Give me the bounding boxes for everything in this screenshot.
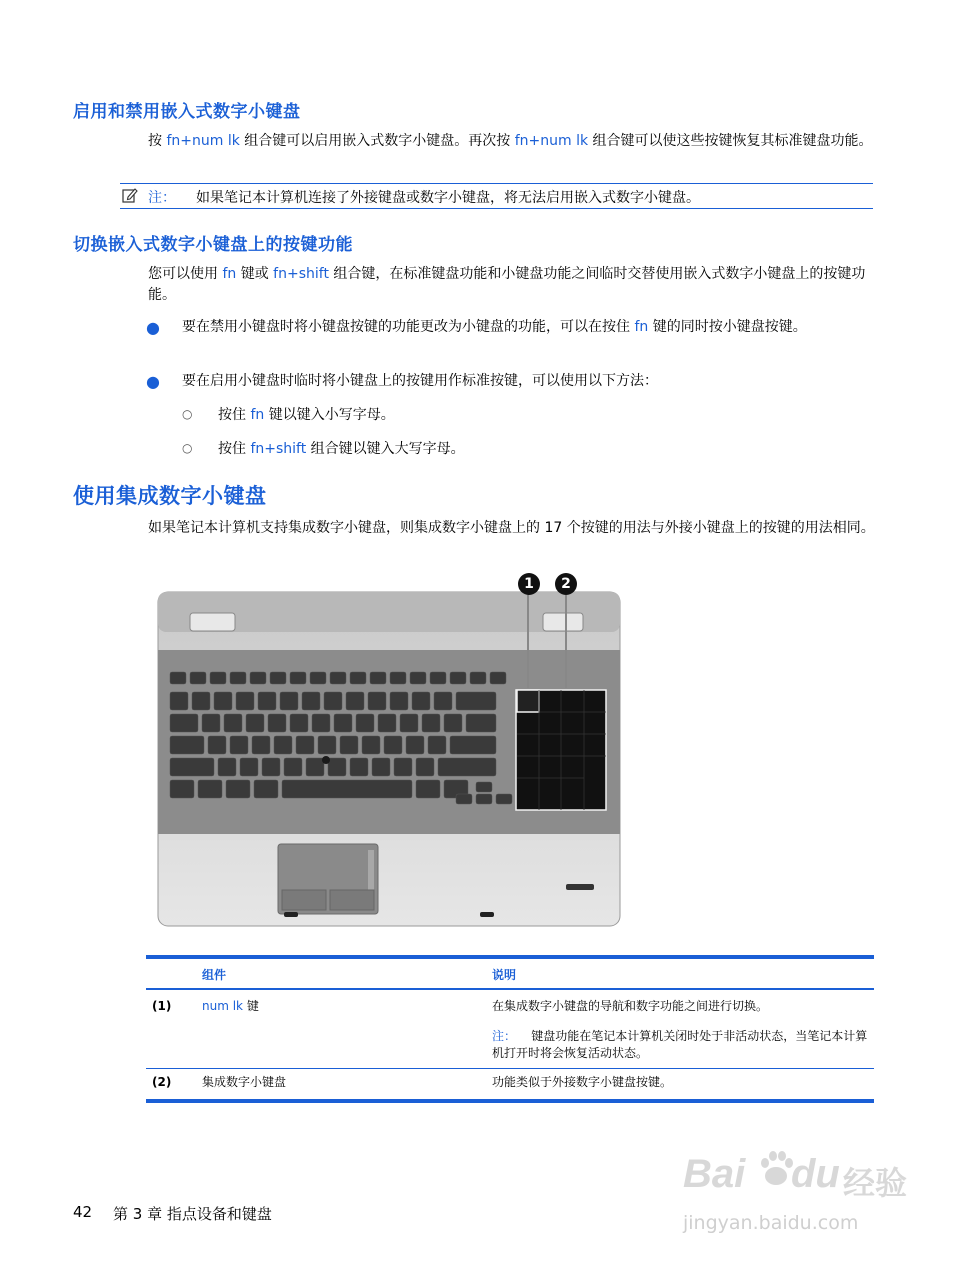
text: 键或 — [236, 266, 274, 282]
key-name: fn+shift — [273, 266, 329, 282]
text: 您可以使用 — [148, 266, 223, 282]
table-row-2-description: 功能类似于外接数字小键盘按键。 — [492, 1075, 673, 1089]
callout-2: 2 — [555, 573, 577, 595]
watermark-jingyan: 经验 — [843, 1164, 908, 1202]
table-row-1-number: (1) — [152, 999, 172, 1013]
section-heading-integrated-keypad: 使用集成数字小键盘 — [73, 484, 267, 508]
section2-paragraph — [148, 264, 876, 306]
section3-paragraph: 如果笔记本计算机支持集成数字小键盘，则集成数字小键盘上的 17 个按键的用法与外接小键盘上的按键的用法相同。 — [148, 520, 875, 536]
paw-icon — [759, 1148, 793, 1188]
note-label: 注： — [492, 1029, 517, 1043]
sub-bullet-item — [218, 438, 465, 458]
text: 按住 — [218, 407, 251, 423]
table-header-rule — [146, 988, 874, 990]
text: 键以键入小写字母。 — [264, 407, 395, 423]
chapter-title: 第 3 章 指点设备和键盘 — [113, 1205, 272, 1223]
note-pencil-icon — [122, 187, 138, 203]
table-header-description: 说明 — [492, 968, 517, 982]
text: 按 — [148, 133, 167, 149]
baidu-jingyan-watermark — [683, 1140, 923, 1250]
section-heading-toggle-keys: 切换嵌入式数字小键盘上的按键功能 — [73, 235, 353, 255]
table-row-divider — [146, 1068, 874, 1069]
text: 键 — [243, 999, 259, 1013]
text: 组合键以键入大写字母。 — [306, 441, 465, 457]
table-bottom-rule — [146, 1099, 874, 1103]
table-row-2-component: 集成数字小键盘 — [202, 1075, 287, 1089]
table-top-rule — [146, 955, 874, 959]
key-name: fn+num lk — [166, 133, 240, 149]
text: 组合键，在标准键盘功能和小键盘功能之间临时交替使用嵌入式数字小键盘上的按键功能。 — [148, 266, 866, 303]
note-text: 如果笔记本计算机连接了外接键盘或数字小键盘，将无法启用嵌入式数字小键盘。 — [196, 190, 700, 206]
page-number: 42 — [73, 1203, 93, 1221]
note-label: 注： — [148, 190, 176, 206]
key-name: fn — [634, 319, 649, 335]
section-heading-enable-keypad: 启用和禁用嵌入式数字小键盘 — [73, 102, 301, 122]
table-row-1-note — [492, 1028, 872, 1062]
note-box — [120, 183, 873, 209]
sub-bullet-circle: ○ — [182, 407, 193, 421]
key-name: fn+num lk — [514, 133, 589, 149]
laptop-keyboard-illustration — [150, 568, 625, 930]
table-header-component: 组件 — [202, 968, 227, 982]
bullet-item: 要在启用小键盘时临时将小键盘上的按键用作标准按键，可以使用以下方法： — [182, 373, 658, 389]
text: 组合键可以使这些按键恢复其标准键盘功能。 — [588, 133, 873, 149]
note-text: 键盘功能在笔记本计算机关闭时处于非活动状态，当笔记本计算机打开时将会恢复活动状态。 — [492, 1029, 868, 1060]
watermark-brand-2: du — [791, 1152, 840, 1196]
callout-1: 1 — [518, 573, 540, 595]
key-name: num lk — [202, 999, 243, 1013]
bullet-dot: ● — [146, 318, 160, 337]
bullet-item — [182, 317, 876, 338]
watermark-url: jingyan.baidu.com — [683, 1212, 859, 1234]
key-name: fn — [222, 266, 237, 282]
table-row-2-number: (2) — [152, 1075, 172, 1089]
table-row-1-description: 在集成数字小键盘的导航和数字功能之间进行切换。 — [492, 999, 769, 1013]
bullet-dot: ● — [146, 372, 160, 391]
text: 要在禁用小键盘时将小键盘按键的功能更改为小键盘的功能，可以在按住 — [182, 319, 635, 335]
text: 组合键可以启用嵌入式数字小键盘。再次按 — [239, 133, 515, 149]
sub-bullet-item — [218, 404, 395, 424]
text: 按住 — [218, 441, 251, 457]
section1-paragraph — [148, 131, 876, 152]
sub-bullet-circle: ○ — [182, 441, 193, 455]
watermark-brand: Bai — [683, 1152, 746, 1196]
text: 键的同时按小键盘按键。 — [648, 319, 807, 335]
key-name: fn — [250, 407, 265, 423]
key-name: fn+shift — [250, 441, 307, 457]
table-row-1-component — [202, 998, 259, 1015]
